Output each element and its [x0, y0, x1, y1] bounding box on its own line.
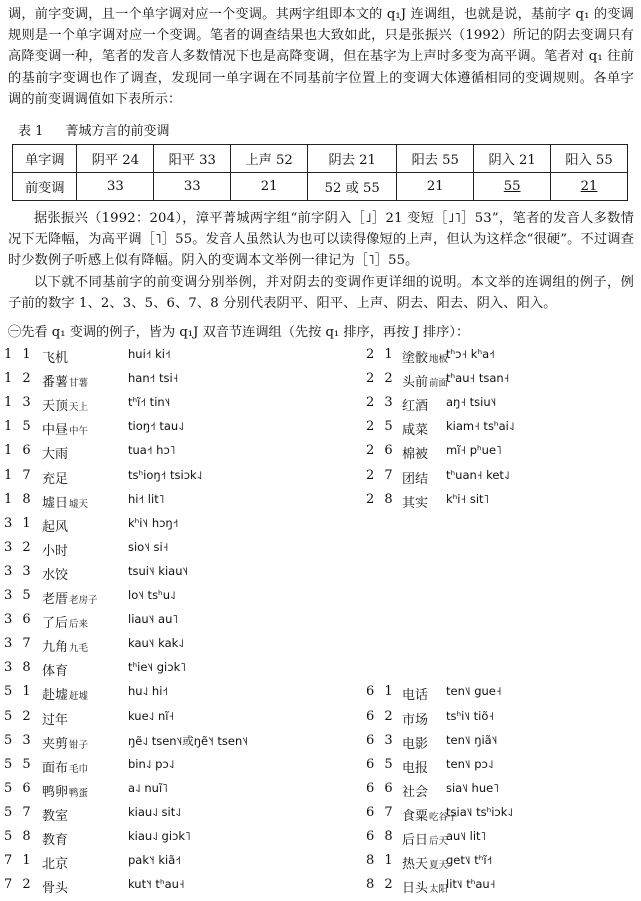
- example-row: [4, 660, 634, 684]
- example-pronunciation: kau˥˨ kak˨˩: [128, 636, 184, 650]
- example-gloss: 鸭蛋: [69, 788, 89, 799]
- example-word: 教室: [42, 809, 69, 824]
- table-cell: 33: [154, 173, 231, 201]
- example-code: 3 5: [4, 588, 34, 603]
- example-row: [4, 684, 634, 708]
- example-row: [4, 371, 634, 395]
- example-code: 2 1: [366, 347, 396, 362]
- example-pronunciation: tʰuan˧ ket˨˩: [446, 468, 510, 482]
- example-code: 2 5: [366, 419, 396, 434]
- example-pronunciation: kiau˨˩ sit˨˩: [128, 805, 181, 819]
- example-word: 电影: [402, 737, 429, 752]
- table-header-cell: 阳入 55: [551, 145, 628, 173]
- example-code: 3 3: [4, 564, 34, 579]
- example-pronunciation: a˨˩ nuĩ˥: [128, 781, 168, 795]
- table-cell: 55: [474, 173, 551, 201]
- example-word: 飞机: [42, 351, 69, 366]
- example-gloss: 墟天: [69, 499, 89, 510]
- example-pronunciation: han˧˦ tsi˧: [128, 371, 179, 385]
- example-gloss: 毛巾: [69, 764, 89, 775]
- example-pronunciation: kut˥˧ tʰau˧: [128, 877, 185, 891]
- example-word: 日头太阳: [402, 881, 449, 896]
- example-word: 墟日墟天: [42, 496, 89, 511]
- table-cell: 21: [397, 173, 474, 201]
- example-code: 3 6: [4, 612, 34, 627]
- example-word: 鸭卵鸭蛋: [42, 785, 89, 800]
- example-pronunciation: get˥˩ tʰĩ˧˦: [446, 853, 493, 867]
- example-row: [4, 540, 634, 564]
- example-row: [4, 468, 634, 492]
- example-word: 其实: [402, 496, 429, 511]
- table-cell: 21: [231, 173, 308, 201]
- example-code: 2 6: [366, 443, 396, 458]
- example-gloss: 吃谷子: [429, 812, 458, 823]
- table-header-cell: 阴入 21: [474, 145, 551, 173]
- example-code: 1 5: [4, 419, 34, 434]
- example-code: 1 3: [4, 395, 34, 410]
- example-pronunciation: kʰi˧ sit˥: [446, 492, 490, 506]
- table-header-cell: 阴去 21: [308, 145, 397, 173]
- example-gloss: 太阳: [429, 884, 449, 895]
- paragraph-text: 调，前字变调，且一个单字调对应一个变调。其两字组即本文的 q₁J 连调组，也就是说，基前字 q₁ 的变调规则是一个单字调对应一个变调。笔者的调查结果也大致如此，只是张振兴（1992）所记的阴去变调只有高降变调一种，笔者的发音人多数情况下也是高降变调，但在基字为上声时多变为高平调。笔者对 q₁ 往前的基前字变调也作了调查，发现同一单字调在不同基前字位置上的变调大体遵循相同的变调规则。各单字调的前变调调值如下表所示：: [8, 7, 634, 107]
- paragraph-text: 据张振兴（1992：204），漳平菁城两字组“前字阴入［˩］21 变短［˩˥］53”，笔者的发音人多数情况下无降幅，为高平调［˥］55。发音人虽然认为也可以读得像短的上声，但认为这样念“很硬”。不过调查时少数例子听感上似有降幅。阴入的变调本文举例一律记为［˥］55。: [8, 211, 634, 269]
- example-pronunciation: tsʰi˥˩ tiõ˧: [446, 709, 495, 723]
- example-code: 5 2: [4, 709, 34, 724]
- example-word: 塗骹地板: [402, 351, 449, 366]
- example-code: 2 2: [366, 371, 396, 386]
- example-code: 5 8: [4, 829, 34, 844]
- example-code: 3 7: [4, 636, 34, 651]
- example-code: 6 6: [366, 781, 396, 796]
- example-gloss: 天上: [69, 402, 89, 413]
- example-row: [4, 516, 634, 540]
- example-word: 电报: [402, 761, 429, 776]
- example-word: 中昼中午: [42, 423, 89, 438]
- example-word: 后日后天: [402, 833, 449, 848]
- example-code: 5 5: [4, 757, 34, 772]
- example-code: 1 7: [4, 468, 34, 483]
- example-code: 2 3: [366, 395, 396, 410]
- example-code: 6 5: [366, 757, 396, 772]
- example-row: [4, 829, 634, 853]
- example-code: 6 1: [366, 684, 396, 699]
- table-header-cell: 单字调: [13, 145, 77, 173]
- example-code: 3 2: [4, 540, 34, 555]
- example-gloss: 赶墟: [69, 691, 89, 702]
- example-code: 1 1: [4, 347, 34, 362]
- table-cell: 21: [551, 173, 628, 201]
- example-gloss: 中午: [69, 426, 89, 437]
- example-row: [4, 612, 634, 636]
- example-row: [4, 636, 634, 660]
- example-word: 起风: [42, 520, 69, 535]
- example-word: 北京: [42, 857, 69, 872]
- example-pronunciation: sia˥˩ hue˥: [446, 781, 499, 795]
- table-number: 表 1: [18, 124, 44, 139]
- example-word: 食粟吃谷子: [402, 809, 458, 824]
- example-gloss: 夏天: [429, 860, 449, 871]
- example-pronunciation: lo˥˨ tsʰu˨˩: [128, 588, 176, 602]
- example-pronunciation: ŋẽ˨˩ tsen˥˨或ŋẽ˥˧ tsen˥˨: [128, 734, 248, 748]
- example-word: 电话: [402, 688, 429, 703]
- paragraph-text: 以下就不同基前字的前变调分别举例，并对阴去的变调作更详细的说明。本文举的连调组的例子，例子前的数字 1、2、3、5、6、7、8 分别代表阴平、阳平、上声、阴去、阳去、阴入、阳入。: [8, 274, 634, 311]
- example-word: 天顶天上: [42, 399, 89, 414]
- example-word: 咸菜: [402, 423, 429, 438]
- example-code: 7 1: [4, 853, 34, 868]
- example-word: 骨头: [42, 881, 69, 896]
- example-word: 了后后来: [42, 616, 89, 631]
- example-word: 棉被: [402, 447, 429, 462]
- table-header-cell: 上声 52: [231, 145, 308, 173]
- example-row: [4, 492, 634, 516]
- example-word: 赴墟赶墟: [42, 688, 89, 703]
- example-code: 1 2: [4, 371, 34, 386]
- example-word: 老厝老房子: [42, 592, 98, 607]
- example-row: [4, 733, 634, 757]
- example-pronunciation: liau˥˨ au˥: [128, 612, 179, 626]
- example-code: 2 8: [366, 492, 396, 507]
- example-pronunciation: kiam˧ tsʰai˨˩: [446, 419, 515, 433]
- example-code: 3 1: [4, 516, 34, 531]
- example-gloss: 老房子: [69, 595, 98, 606]
- example-gloss: 钳子: [69, 740, 89, 751]
- example-pronunciation: tua˧˦ hɔ˥: [128, 443, 176, 457]
- example-row: [4, 443, 634, 467]
- example-word: 红酒: [402, 399, 429, 414]
- example-pronunciation: pak˥˧ kiã˧˦: [128, 853, 181, 867]
- example-gloss: 地板: [429, 354, 449, 365]
- example-code: 5 3: [4, 733, 34, 748]
- example-word: 过年: [42, 713, 69, 728]
- example-code: 2 7: [366, 468, 396, 483]
- example-gloss: 后来: [69, 619, 89, 630]
- example-code: 5 6: [4, 781, 34, 796]
- example-row: [4, 757, 634, 781]
- example-pronunciation: tsʰioŋ˧˦ tsiɔk˨˩: [128, 468, 203, 482]
- example-word: 面布毛巾: [42, 761, 89, 776]
- example-word: 社会: [402, 785, 429, 800]
- table-header-cell: 阴平 24: [77, 145, 154, 173]
- example-code: 8 2: [366, 877, 396, 892]
- example-code: 6 7: [366, 805, 396, 820]
- example-word: 体育: [42, 664, 69, 679]
- example-pronunciation: ten˥˩ pɔ˨˩: [446, 757, 494, 771]
- example-word: 大雨: [42, 447, 69, 462]
- example-code: 3 8: [4, 660, 34, 675]
- example-pronunciation: hu˨˩ hi˧˦: [128, 684, 169, 698]
- table-cell: 33: [77, 173, 154, 201]
- example-code: 7 2: [4, 877, 34, 892]
- example-word: 小时: [42, 544, 69, 559]
- table-header-row: [13, 145, 628, 173]
- example-pronunciation: tioŋ˧˦ tau˨˩: [128, 419, 184, 433]
- example-pronunciation: kiau˨˩ giɔk˥: [128, 829, 191, 843]
- example-row: [4, 805, 634, 829]
- table-header-cell: 阳去 55: [397, 145, 474, 173]
- table-caption: [18, 120, 170, 139]
- example-pronunciation: tʰau˧ tsan˧: [446, 371, 510, 385]
- example-code: 8 1: [366, 853, 396, 868]
- example-row: [4, 853, 634, 877]
- example-pronunciation: bin˨˩ pɔ˨˩: [128, 757, 175, 771]
- example-word: 番薯甘薯: [42, 375, 89, 390]
- example-pronunciation: sio˥˨ si˧: [128, 540, 169, 554]
- examples-intro: ㊀先看 q₁ 变调的例子，皆为 q₁J 双音节连调组（先按 q₁ 排序，再按 J 排序）：: [8, 325, 470, 340]
- example-word: 教育: [42, 833, 69, 848]
- example-code: 6 8: [366, 829, 396, 844]
- example-code: 1 8: [4, 492, 34, 507]
- example-word: 九角九毛: [42, 640, 89, 655]
- example-pronunciation: hui˧˦ ki˧˦: [128, 347, 171, 361]
- example-row: [4, 709, 634, 733]
- example-row: [4, 564, 634, 588]
- example-gloss: 九毛: [69, 643, 89, 654]
- example-row: [4, 877, 634, 901]
- table-cell: 52 或 55: [308, 173, 397, 201]
- example-code: 5 1: [4, 684, 34, 699]
- example-word: 夹剪钳子: [42, 737, 89, 752]
- example-pronunciation: lit˥˩ tʰau˧: [446, 877, 496, 891]
- table-title: 菁城方言的前变调: [65, 124, 170, 139]
- example-word: 团结: [402, 472, 429, 487]
- example-row: [4, 419, 634, 443]
- example-pronunciation: tsia˥˩ tsʰiɔk˨˩: [446, 805, 514, 819]
- example-code: 1 6: [4, 443, 34, 458]
- example-code: 6 3: [366, 733, 396, 748]
- example-row: [4, 588, 634, 612]
- example-pronunciation: ten˥˩ ŋiã˥˨: [446, 733, 498, 747]
- example-gloss: 后天: [429, 836, 449, 847]
- example-pronunciation: tsui˥˨ kiau˥˨: [128, 564, 189, 578]
- table-data-row: [13, 173, 628, 201]
- example-pronunciation: tʰĩ˧˦ tin˥˨: [128, 395, 171, 409]
- example-word: 热天夏天: [402, 857, 449, 872]
- tone-sandhi-table: [12, 144, 628, 201]
- example-gloss: 前面: [429, 378, 449, 389]
- example-pronunciation: hi˧˦ lit˥: [128, 492, 165, 506]
- example-pronunciation: tʰɔ˧ kʰa˧˦: [446, 347, 495, 361]
- example-word: 市场: [402, 713, 429, 728]
- example-row: [4, 347, 634, 371]
- example-code: 5 7: [4, 805, 34, 820]
- table-header-cell: 阳平 33: [154, 145, 231, 173]
- example-word: 头前前面: [402, 375, 449, 390]
- example-gloss: 甘薯: [69, 378, 89, 389]
- example-pronunciation: mĩ˧ pʰue˥: [446, 443, 502, 457]
- example-row: [4, 781, 634, 805]
- example-pronunciation: tʰie˥˨ giɔk˥: [128, 660, 186, 674]
- table-row-label: 前变调: [13, 173, 77, 201]
- example-code: 6 2: [366, 709, 396, 724]
- example-word: 充足: [42, 472, 69, 487]
- example-pronunciation: kʰi˥˨ hɔŋ˧˦: [128, 516, 179, 530]
- example-pronunciation: ten˥˩ gue˧: [446, 684, 502, 698]
- example-pronunciation: aŋ˧ tsiu˥˨: [446, 395, 497, 409]
- example-row: [4, 395, 634, 419]
- example-pronunciation: kue˨˩ nĩ˧: [128, 709, 175, 723]
- example-word: 水饺: [42, 568, 69, 583]
- paragraph-intro: [8, 4, 634, 110]
- example-pronunciation: au˥˩ lit˥: [446, 829, 487, 843]
- paragraph-body: [8, 208, 634, 314]
